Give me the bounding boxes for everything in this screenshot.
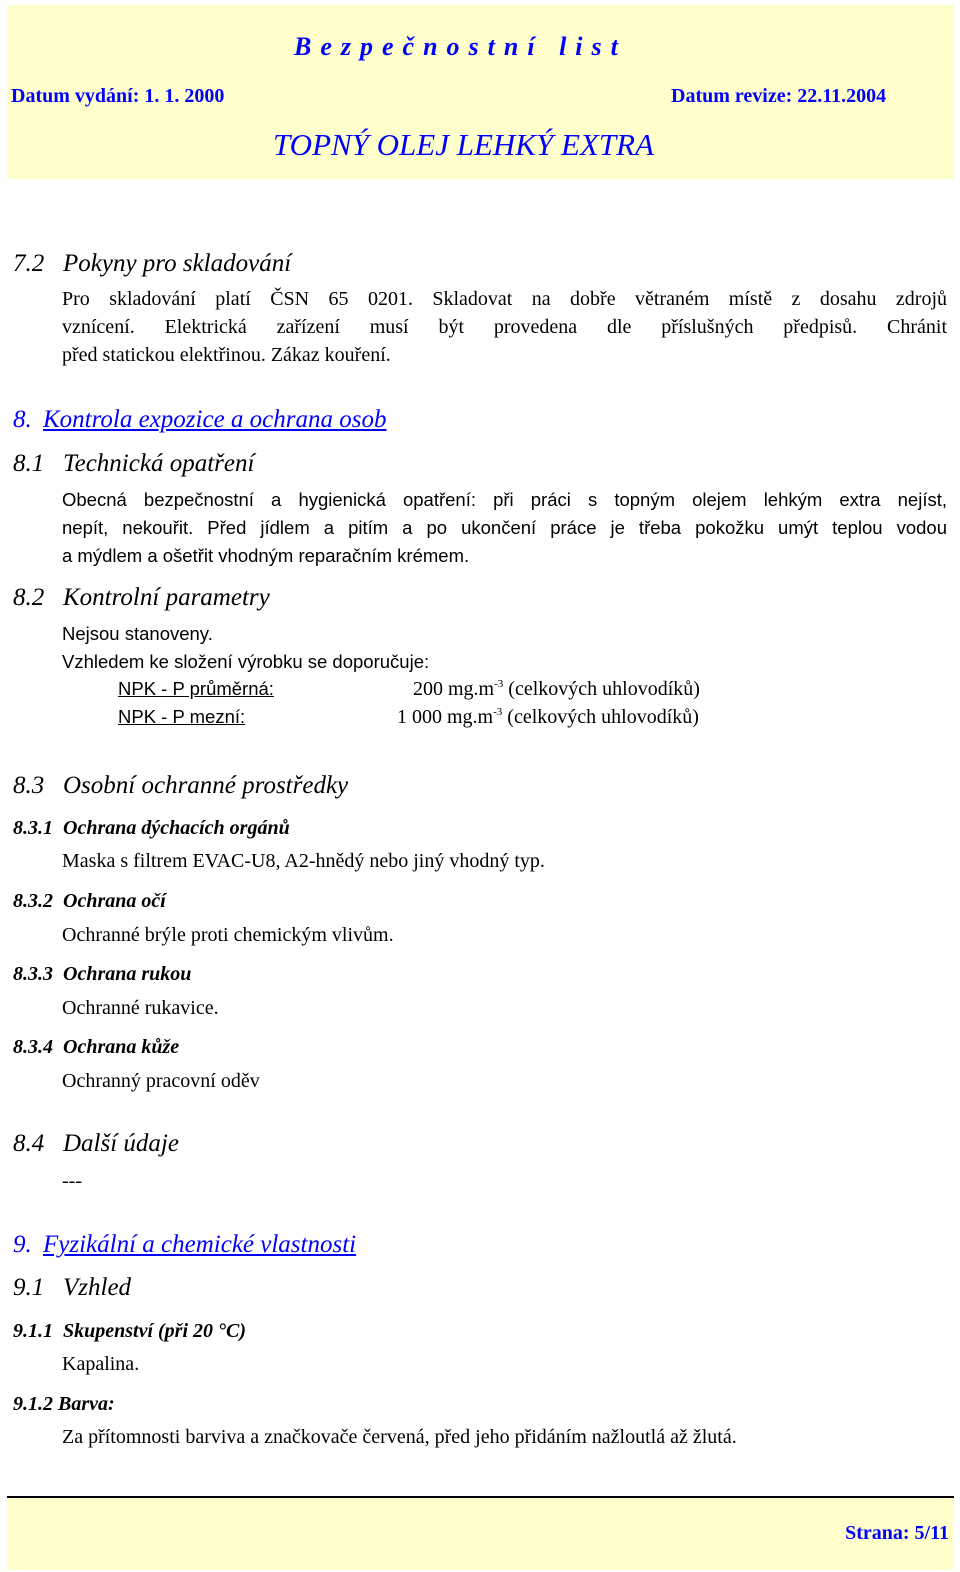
section-title: Vzhled (63, 1274, 132, 1301)
limit-label: NPK - P průměrná: (118, 678, 274, 699)
section-8-1-heading (13, 450, 254, 478)
paragraph-line: nepít, nekouřit. Před jídlem a pitím a po ukončení práce je třeba pokožku umýt teplou vodou (62, 517, 947, 538)
section-8-heading (13, 406, 386, 434)
subsection-text: Kapalina. (62, 1353, 140, 1375)
section-title: Další údaje (63, 1130, 179, 1157)
subsection-text: Maska s filtrem EVAC-U8, A2-hnědý nebo jiný vhodný typ. (62, 850, 545, 872)
subsection-text: Za přítomnosti barviva a značkovače červená, před jeho přidáním nažloutlá až žlutá. (62, 1426, 737, 1448)
section-number: 8.3 (13, 772, 45, 799)
subsection-heading: 8.3.2 Ochrana očí (13, 890, 166, 912)
subsection-text: Ochranné brýle proti chemickým vlivům. (62, 924, 394, 946)
paragraph-line: vznícení. Elektrická zařízení musí být provedena dle příslušných předpisů. Chránit (62, 316, 947, 338)
paragraph-line: Vzhledem ke složení výrobku se doporučuje: (62, 651, 430, 672)
paragraph-line: Nejsou stanoveny. (62, 623, 213, 644)
subsection-heading: 9.1.1 Skupenství (při 20 °C) (13, 1320, 247, 1342)
section-number: 8.1 (13, 450, 45, 477)
section-text: --- (62, 1170, 82, 1192)
section-number: 8.4 (13, 1130, 45, 1157)
document-header (7, 5, 954, 179)
limit-value: 200 $mg.m^{-3}$ (celkových uhlovodíků) (413, 678, 700, 700)
document-footer (7, 1498, 954, 1570)
section-number: 9.1 (13, 1274, 45, 1301)
section-number: 9. (13, 1231, 32, 1258)
section-7-2-heading (13, 250, 291, 278)
paragraph-line: Obecná bezpečnostní a hygienická opatření: při práci s topným olejem lehkým extra nejíst, (62, 489, 947, 510)
section-title: Pokyny pro skladování (63, 250, 292, 277)
paragraph-line: a mýdlem a ošetřit vhodným reparačním krémem. (62, 545, 470, 566)
issue-date: Datum vydání: 1. 1. 2000 (11, 85, 225, 107)
section-title: Fyzikální a chemické vlastnosti (43, 1231, 357, 1258)
section-title: Technická opatření (63, 450, 255, 477)
subsection-text: Ochranný pracovní oděv (62, 1070, 260, 1092)
section-title: Kontrolní parametry (63, 584, 270, 611)
subsection-heading: 9.1.2 Barva: (13, 1393, 115, 1415)
section-number: 8. (13, 406, 32, 433)
document-title: Bezpečnostní list (294, 32, 627, 61)
revision-date: Datum revize: 22.11.2004 (671, 85, 887, 107)
section-8-2-heading (13, 584, 270, 612)
limit-label: NPK - P mezní: (118, 706, 246, 727)
page-number: Strana: 5/11 (845, 1522, 949, 1544)
section-number: 8.2 (13, 584, 45, 611)
section-9-1-heading (13, 1274, 131, 1302)
section-title: Osobní ochranné prostředky (63, 772, 349, 799)
section-title: Kontrola expozice a ochrana osob (43, 406, 387, 433)
section-8-4-heading (13, 1130, 179, 1158)
subsection-heading: 8.3.1 Ochrana dýchacích orgánů (13, 817, 290, 839)
subsection-text: Ochranné rukavice. (62, 997, 219, 1019)
product-name: TOPNÝ OLEJ LEHKÝ EXTRA (273, 127, 654, 162)
subsection-heading: 8.3.4 Ochrana kůže (13, 1036, 180, 1058)
paragraph-line: Pro skladování platí ČSN 65 0201. Skladovat na dobře větraném místě z dosahu zdrojů (62, 288, 947, 310)
paragraph-line: před statickou elektřinou. Zákaz kouření. (62, 344, 391, 366)
subsection-heading: 8.3.3 Ochrana rukou (13, 963, 192, 985)
section-8-3-heading (13, 772, 348, 800)
limit-value: 1 000 $mg.m^{-3}$ (celkových uhlovodíků) (397, 706, 699, 728)
section-number: 7.2 (13, 250, 45, 277)
section-9-heading (13, 1231, 356, 1259)
